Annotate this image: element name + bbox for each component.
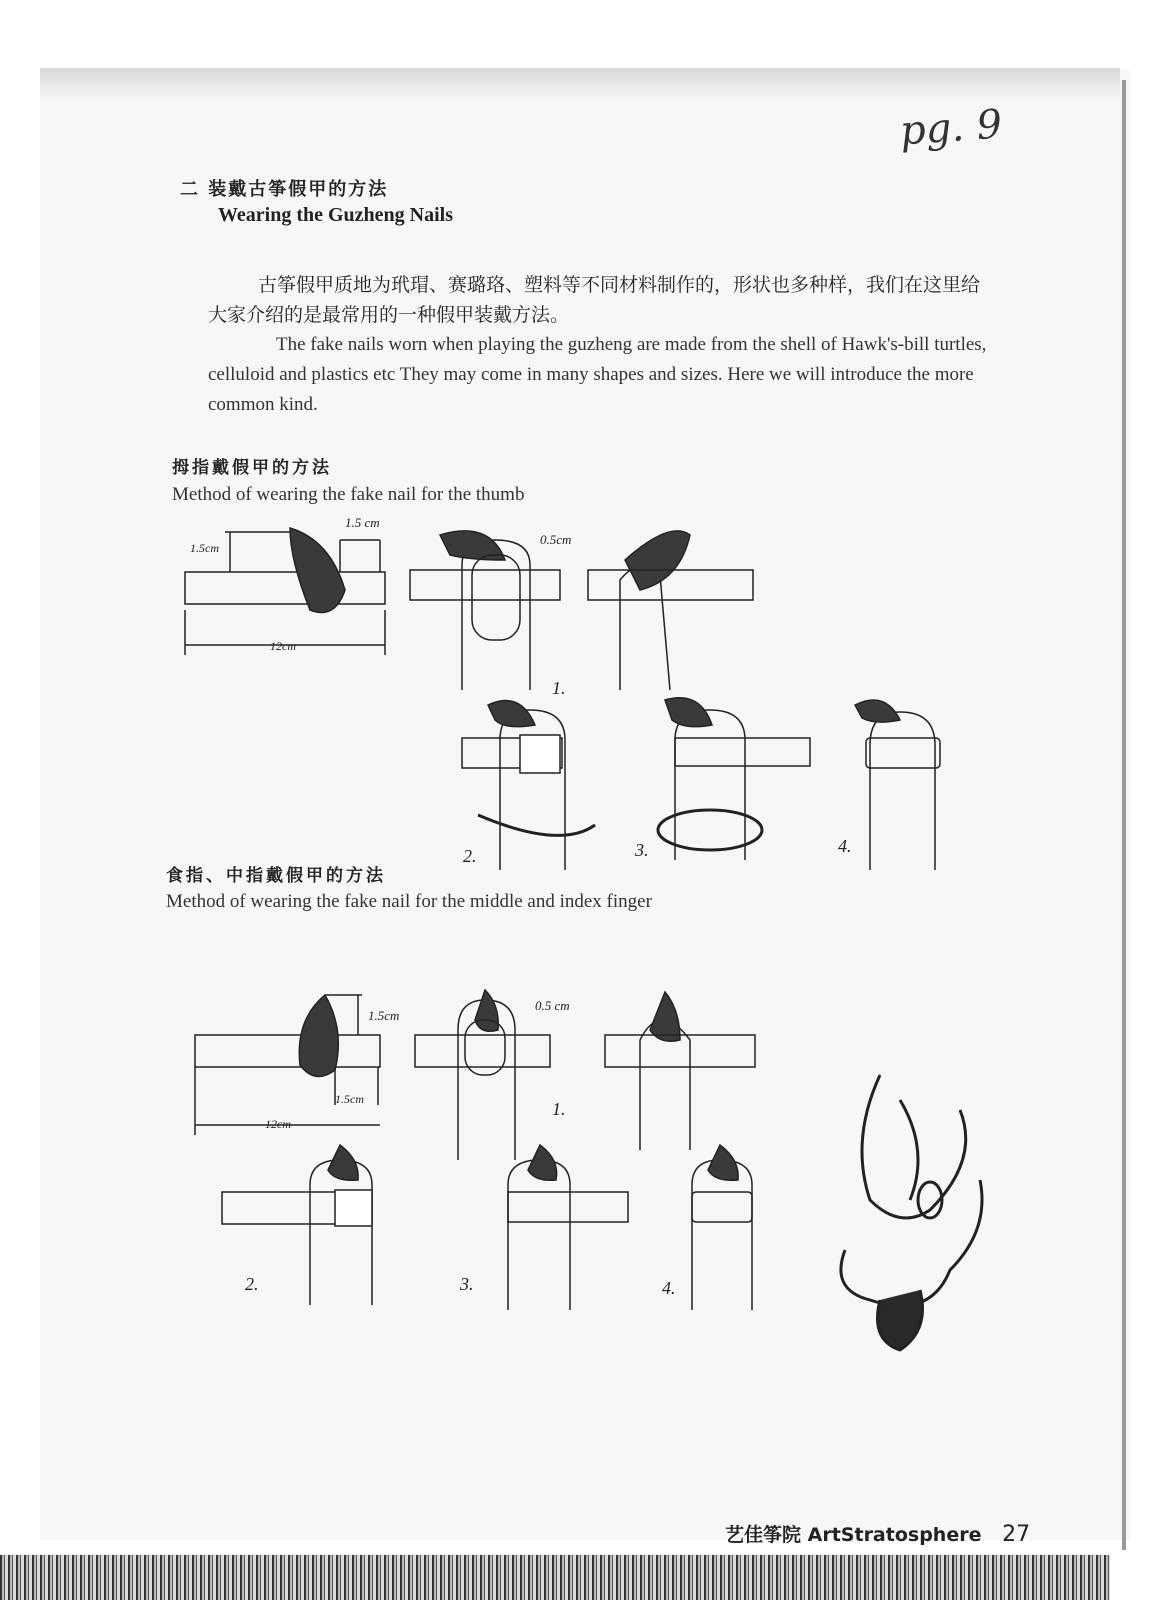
footer-brand-cn: 艺佳筝院 bbox=[725, 1524, 802, 1546]
page-number: 27 bbox=[1002, 1522, 1031, 1547]
index-dim-width: 1.5cm bbox=[335, 1092, 364, 1106]
thumb-method-title-en: Method of wearing the fake nail for the thumb bbox=[172, 484, 525, 505]
index-step-4 bbox=[692, 1145, 752, 1310]
handwritten-page-note: pg. 9 bbox=[898, 101, 1004, 155]
index-step-4-label: 4. bbox=[662, 1278, 676, 1298]
index-step-1-side bbox=[605, 992, 755, 1150]
index-dimension-diagram bbox=[195, 995, 380, 1135]
index-dim-overhang: 0.5 cm bbox=[535, 998, 570, 1013]
thumb-dim-width: 1.5 cm bbox=[345, 515, 380, 530]
page-footer bbox=[725, 1520, 1030, 1547]
intro-paragraph-en: The fake nails worn when playing the guzheng are made from the shell of Hawk's-bill turtles, celluloid and plastics etc They may come in many shapes and sizes. Here we will introduce the more common kind. bbox=[208, 334, 987, 415]
index-method-title-cn: 食指、中指戴假甲的方法 bbox=[166, 866, 386, 886]
index-step-3 bbox=[508, 1145, 628, 1310]
thumb-method-title-cn: 拇指戴假甲的方法 bbox=[172, 458, 332, 478]
index-dim-length: 12cm bbox=[265, 1117, 291, 1131]
decorative-woodcut-figure bbox=[841, 1075, 982, 1350]
index-step-1-front bbox=[415, 990, 550, 1160]
index-dim-height: 1.5cm bbox=[368, 1008, 400, 1023]
index-method-title-en: Method of wearing the fake nail for the middle and index finger bbox=[166, 891, 652, 912]
scan-artifact-bottom bbox=[0, 1555, 1110, 1600]
index-step-3-label: 3. bbox=[460, 1274, 474, 1294]
thumb-step-2-label: 2. bbox=[463, 846, 477, 866]
thumb-dim-length: 12cm bbox=[270, 639, 296, 653]
section-title-cn: 二 装戴古筝假甲的方法 bbox=[180, 179, 389, 200]
section-title-en: Wearing the Guzheng Nails bbox=[218, 204, 454, 226]
thumb-dim-overhang: 0.5cm bbox=[540, 532, 572, 547]
index-step-2-label: 2. bbox=[245, 1274, 259, 1294]
thumb-step-4-label: 4. bbox=[838, 836, 852, 856]
footer-brand-en: ArtStratosphere bbox=[807, 1524, 982, 1546]
thumb-step-1-label: 1. bbox=[552, 678, 566, 698]
thumb-dim-height: 1.5cm bbox=[190, 541, 219, 555]
thumb-step-3-label: 3. bbox=[635, 840, 649, 860]
intro-paragraph-cn: 古筝假甲质地为玳瑁、赛璐珞、塑料等不同材料制作的，形状也多种样，我们在这里给大家介绍的是最常用的一种假甲装戴方法。 bbox=[208, 274, 981, 326]
index-step-1-label: 1. bbox=[552, 1099, 566, 1119]
